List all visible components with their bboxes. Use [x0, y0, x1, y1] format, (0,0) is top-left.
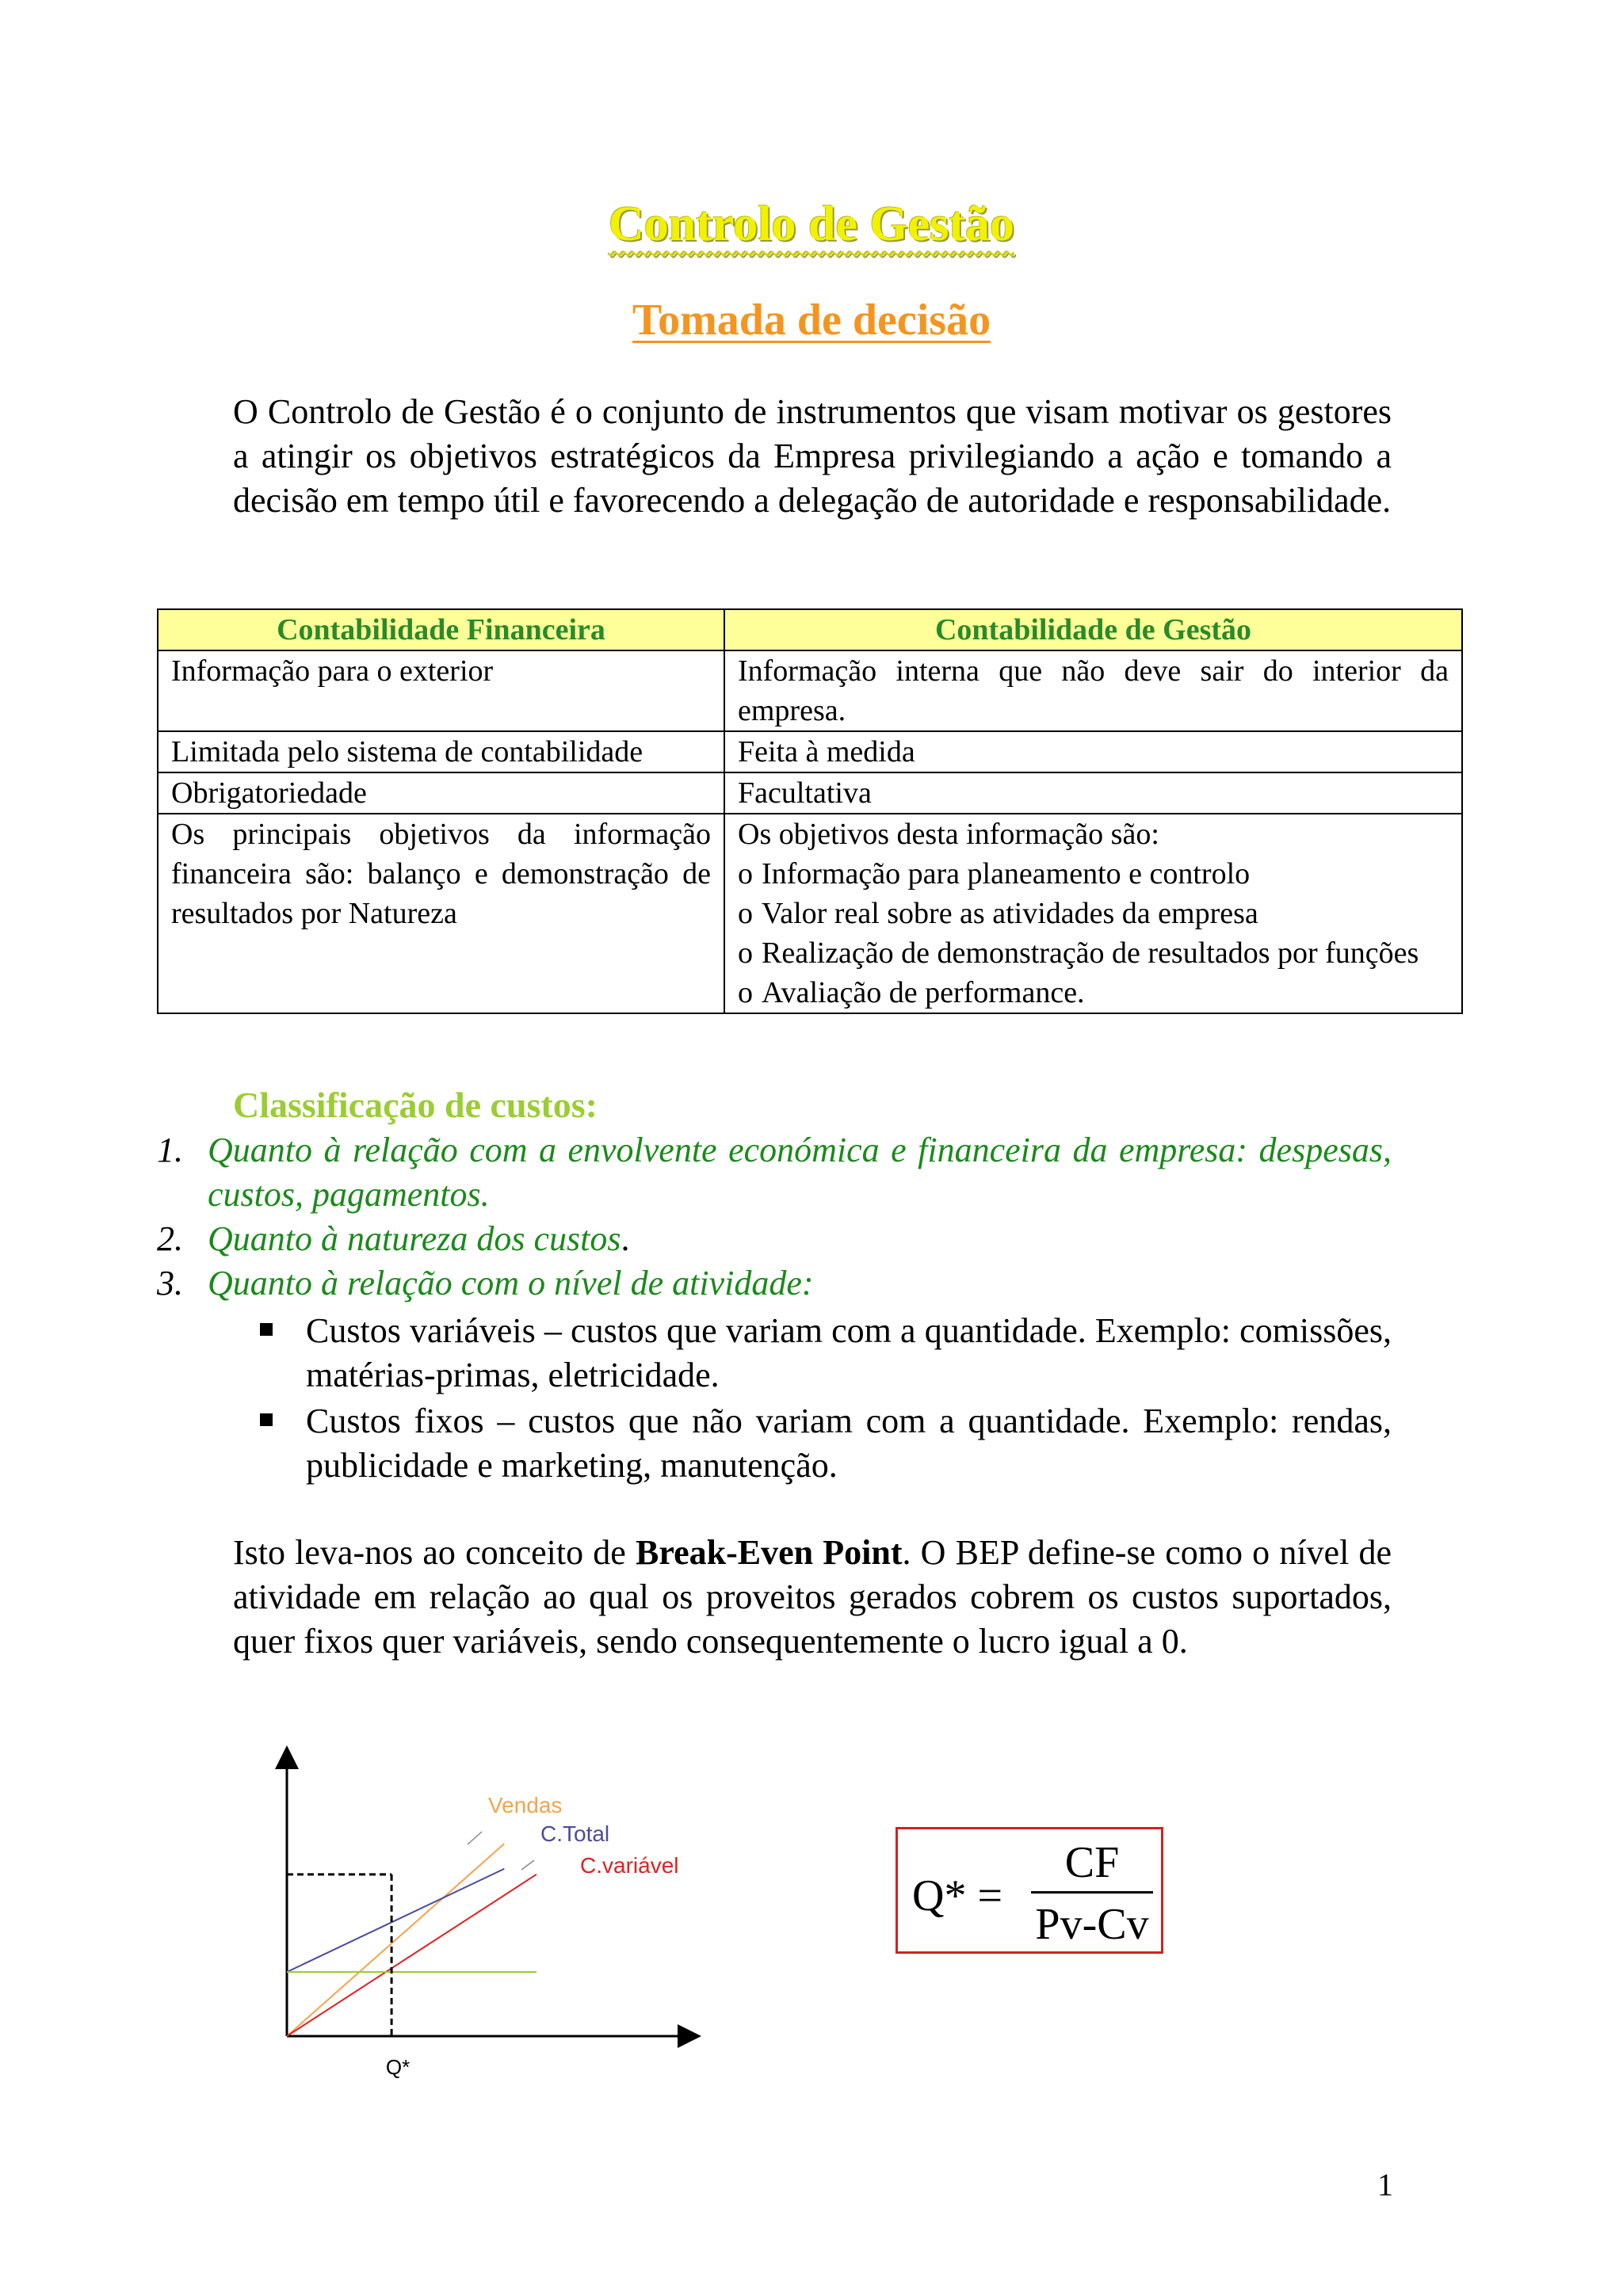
list-item-text: Quanto à relação com a envolvente económica e financeira da empresa: despesas, custos, pagamentos. — [208, 1131, 1392, 1214]
list-item-text-main: Quanto à natureza dos custos — [208, 1219, 621, 1258]
list-item — [157, 1261, 1392, 1306]
table-row — [158, 731, 1462, 772]
bep-formula — [896, 1827, 1163, 1954]
bullet-marker: o — [738, 936, 753, 970]
list-item-text: Avaliação de performance. — [762, 976, 1085, 1009]
table-cell: Facultativa — [724, 772, 1462, 814]
list-item — [157, 1128, 1392, 1217]
square-bullet-icon — [260, 1399, 306, 1488]
list-item — [157, 1217, 1392, 1261]
table-cell: Informação para o exterior — [158, 650, 724, 731]
table-row — [158, 650, 1462, 731]
formula-lhs: Q* = — [912, 1871, 1003, 1920]
list-item — [738, 854, 1449, 894]
series-line-variavel — [287, 1875, 537, 2036]
fraction-bar — [1031, 1891, 1153, 1894]
x-tick-label: Q* — [385, 2055, 411, 2079]
table-row — [158, 772, 1462, 814]
table-cell: Feita à medida — [724, 731, 1462, 772]
table-cell: Obrigatoriedade — [158, 772, 724, 814]
comparison-table — [157, 608, 1463, 1014]
list-item-period: . — [621, 1219, 630, 1258]
document-title: Controlo de Gestão — [608, 197, 1015, 251]
table-cell-objectives — [724, 814, 1462, 1013]
formula-denominator: Pv-Cv — [1035, 1900, 1149, 1949]
cost-type-text: Custos fixos – custos que não variam com a quantidade. Exemplo: rendas, publicidade e marketing, manutenção. — [306, 1402, 1392, 1485]
list-item — [738, 933, 1449, 973]
list-item-text — [208, 1217, 1392, 1261]
legend-label-total: C.Total — [540, 1821, 610, 1846]
list-item-text: Quanto à relação com o nível de atividade: — [208, 1264, 814, 1302]
cost-type-item — [260, 1309, 1392, 1398]
bep-term: Break-Even Point — [636, 1533, 903, 1572]
bep-text-after: . O BEP define-se como o nível de atividade em relação ao qual os proveitos gerados cobrem os custos suportados, quer fixos quer variáveis, sendo consequentemente o lucro igual a 0. — [233, 1533, 1392, 1661]
table-cell: Limitada pelo sistema de contabilidade — [158, 731, 724, 772]
square-bullet-icon — [260, 1309, 306, 1398]
list-number: 1. — [157, 1131, 183, 1169]
table-cell: Os principais objetivos da informação financeira são: balanço e demonstração de resultados por Natureza — [158, 814, 724, 1013]
label-connector — [521, 1860, 534, 1870]
classification-list — [157, 1128, 1392, 1306]
intro-paragraph: O Controlo de Gestão é o conjunto de instrumentos que visam motivar os gestores a atingir os objetivos estratégicos da Empresa privilegiando a ação e tomando a decisão em tempo útil e favorecendo a delegação de autoridade e responsabilidade. — [233, 392, 1392, 520]
series-line-vendas — [287, 1844, 504, 2036]
legend-label-variavel: C.variável — [580, 1853, 679, 1878]
table-cell: Informação interna que não deve sair do interior da empresa. — [724, 650, 1462, 731]
classification-heading: Classificação de custos: — [233, 1085, 598, 1125]
list-item — [738, 894, 1449, 933]
label-connector — [468, 1832, 482, 1844]
list-item-text: Informação para planeamento e controlo — [762, 857, 1251, 891]
break-even-chart — [269, 1743, 713, 2092]
cost-type-text: Custos variáveis – custos que variam com a quantidade. Exemplo: comissões, matérias-primas, eletricidade. — [306, 1311, 1392, 1394]
document-subtitle: Tomada de decisão — [632, 296, 991, 345]
table-header-row — [158, 609, 1462, 650]
bullet-marker: o — [738, 857, 753, 891]
formula-numerator: CF — [1064, 1838, 1120, 1887]
bullet-marker: o — [738, 897, 753, 930]
legend-label-vendas: Vendas — [488, 1793, 563, 1817]
list-item — [738, 973, 1449, 1013]
bullet-marker: o — [738, 976, 753, 1009]
bep-paragraph — [233, 1531, 1392, 1664]
page-number: 1 — [1377, 2167, 1393, 2203]
bep-text-before: Isto leva-nos ao conceito de — [233, 1533, 636, 1572]
table-header-gestao: Contabilidade de Gestão — [724, 609, 1462, 650]
table-row — [158, 814, 1462, 1013]
list-item-text: Realização de demonstração de resultados por funções — [762, 936, 1419, 970]
list-number: 3. — [157, 1264, 183, 1302]
table-header-financeira: Contabilidade Financeira — [158, 609, 724, 650]
list-number: 2. — [157, 1219, 183, 1258]
series-line-total — [287, 1869, 504, 1972]
cost-type-item — [260, 1399, 1392, 1488]
list-item-text: Valor real sobre as atividades da empresa — [762, 897, 1258, 930]
objectives-intro: Os objetivos desta informação são: — [738, 818, 1159, 851]
